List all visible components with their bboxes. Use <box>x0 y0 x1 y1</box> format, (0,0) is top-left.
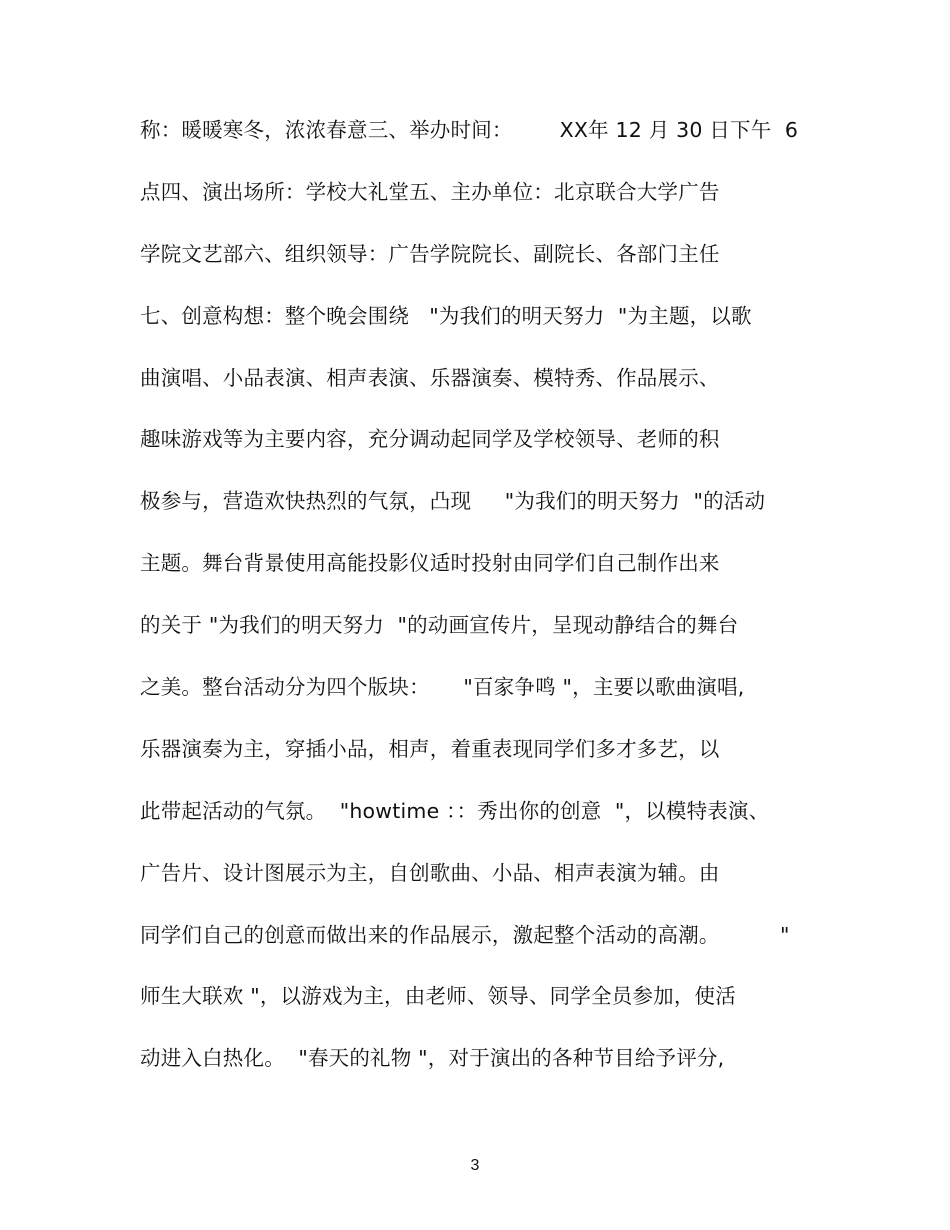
text-line: 点四、演出场所：学校大礼堂五、主办单位：北京联合大学广告 <box>140 179 720 204</box>
text-line: 师生大联欢 "，以游戏为主，由老师、领导、同学全员参加，使活 <box>140 984 736 1009</box>
text-line: 的关于 "为我们的明天努力 "的动画宣传片，呈现动静结合的舞台 <box>140 613 739 638</box>
text-line: 此带起活动的气氛。 "howtime ：：秀出你的创意 "，以模特表演、 <box>140 798 770 823</box>
text-line: 之美。整台活动分为四个版块： "百家争鸣 "，主要以歌曲演唱, <box>140 675 745 700</box>
text-line: 七、创意构想：整个晚会围绕 "为我们的明天努力 "为主题，以歌 <box>140 303 752 328</box>
text-line: 曲演唱、小品表演、相声表演、乐器演奏、模特秀、作品展示、 <box>140 365 720 390</box>
text-line: 趣味游戏等为主要内容，充分调动起同学及学校领导、老师的积 <box>140 427 720 452</box>
body-text <box>140 112 820 1102</box>
text-line: 动进入白热化。 "春天的礼物 "，对于演出的各种节目给予评分, <box>140 1046 725 1071</box>
text-line: 主题。舞台背景使用高能投影仪适时投射由同学们自己制作出来 <box>140 551 720 576</box>
text-line: 学院文艺部六、组织领导：广告学院院长、副院长、各部门主任 <box>140 241 720 266</box>
text-line: 乐器演奏为主，穿插小品，相声，着重表现同学们多才多艺，以 <box>140 736 720 761</box>
text-line: 称：暖暖寒冬，浓浓春意三、举办时间： XX年 12 月 30 日下午 6 <box>140 118 799 142</box>
page-number: 3 <box>470 1157 480 1174</box>
text-line: 广告片、设计图展示为主，自创歌曲、小品、相声表演为辅。由 <box>140 860 720 885</box>
text-line: 同学们自己的创意而做出来的作品展示，激起整个活动的高潮。 " <box>140 922 790 947</box>
text-line: 极参与，营造欢快热烈的气氛，凸现 "为我们的明天努力 "的活动 <box>140 489 766 514</box>
